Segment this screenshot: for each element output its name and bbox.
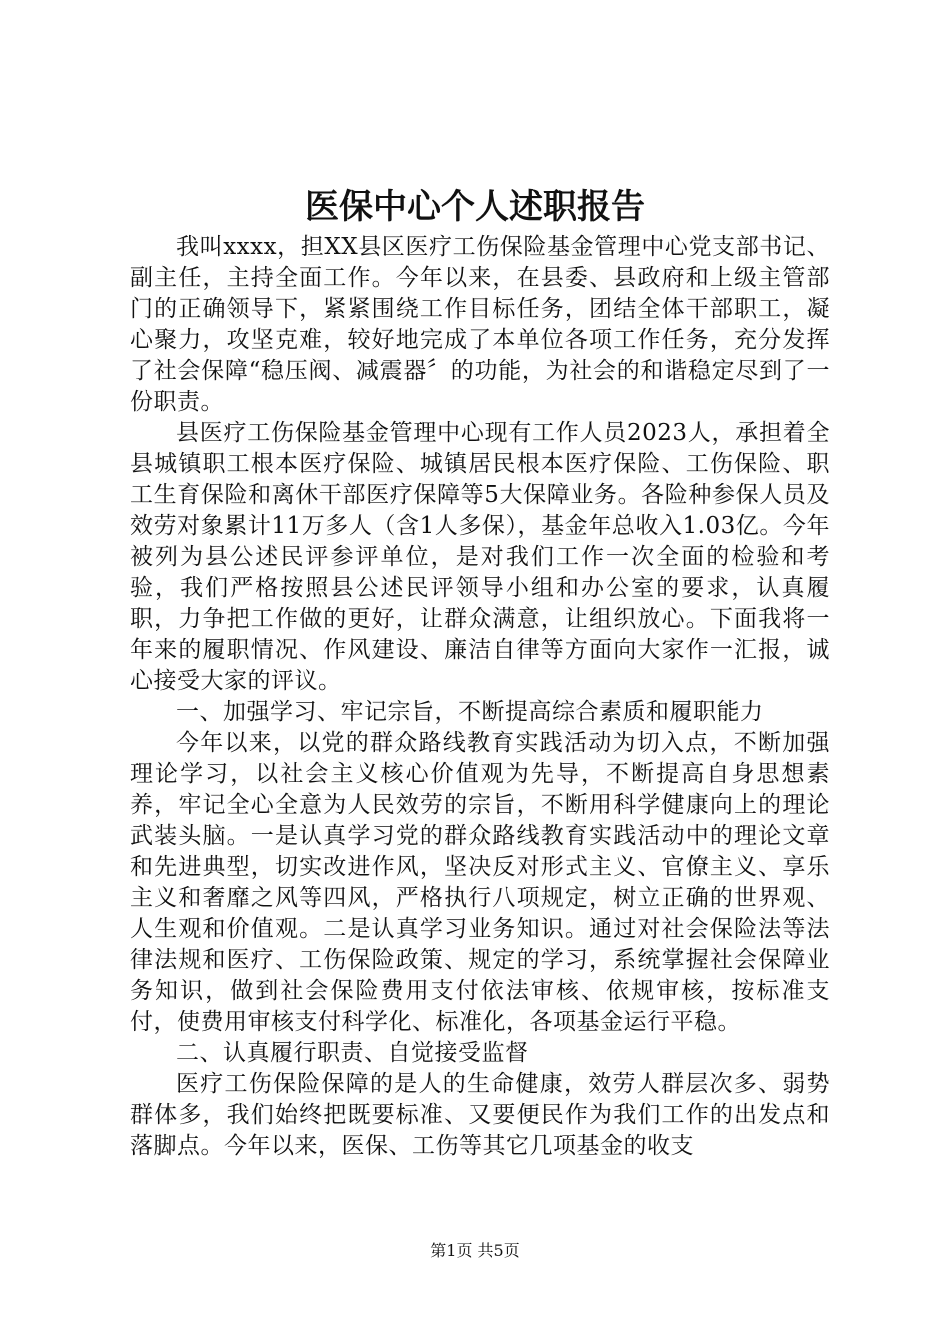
- paragraph-study: 今年以来，以党的群众路线教育实践活动为切入点，不断加强理论学习，以社会主义核心价值观为先导，不断提高自身思想素养，牢记全心全意为人民效劳的宗旨，不断用科学健康向上的理论武装头脑。一是认真学习党的群众路线教育实践活动中的理论文章和先进典型，切实改进作风，坚决反对形式主义、官僚主义、享乐主义和奢靡之风等四风，严格执行八项规定，树立正确的世界观、人生观和价值观。二是认真学习业务知识。通过对社会保险法等法律法规和医疗、工伤保险政策、规定的学习，系统掌握社会保障业务知识，做到社会保险费用支付依法审核、依规审核，按标准支付，使费用审核支付科学化、标准化，各项基金运行平稳。: [130, 730, 830, 1035]
- section-heading-1: 一、加强学习、牢记宗旨，不断提高综合素质和履职能力: [176, 699, 764, 725]
- page-footer: 第1页 共5页: [430, 1241, 520, 1260]
- document-body: [130, 232, 830, 1162]
- paragraph-intro: 我叫xxxx，担XX县区医疗工伤保险基金管理中心党支部书记、副主任，主持全面工作。今年以来，在县委、县政府和上级主管部门的正确领导下，紧紧围绕工作目标任务，团结全体干部职工，凝心聚力，攻坚克难，较好地完成了本单位各项工作任务，充分发挥了社会保障“稳压阀、减震器〞的功能，为社会的和谐稳定尽到了一份职责。: [130, 234, 830, 415]
- paragraph-overview: 县医疗工伤保险基金管理中心现有工作人员2023人，承担着全县城镇职工根本医疗保险、城镇居民根本医疗保险、工伤保险、职工生育保险和离休干部医疗保障等5大保障业务。各险种参保人员及效劳对象累计11万多人（含1人多保），基金年总收入1.03亿。今年被列为县公述民评参评单位，是对我们工作一次全面的检验和考验，我们严格按照县公述民评领导小组和办公室的要求，认真履职，力争把工作做的更好，让群众满意，让组织放心。下面我将一年来的履职情况、作风建设、廉洁自律等方面向大家作一汇报，诚心接受大家的评议。: [130, 420, 830, 694]
- section-heading-2: 二、认真履行职责、自觉接受监督: [176, 1040, 529, 1066]
- document-title: 医保中心个人述职报告: [305, 187, 645, 227]
- paragraph-duties: 医疗工伤保险保障的是人的生命健康，效劳人群层次多、弱势群体多，我们始终把既要标准、又要便民作为我们工作的出发点和落脚点。今年以来，医保、工伤等其它几项基金的收支: [130, 1071, 830, 1159]
